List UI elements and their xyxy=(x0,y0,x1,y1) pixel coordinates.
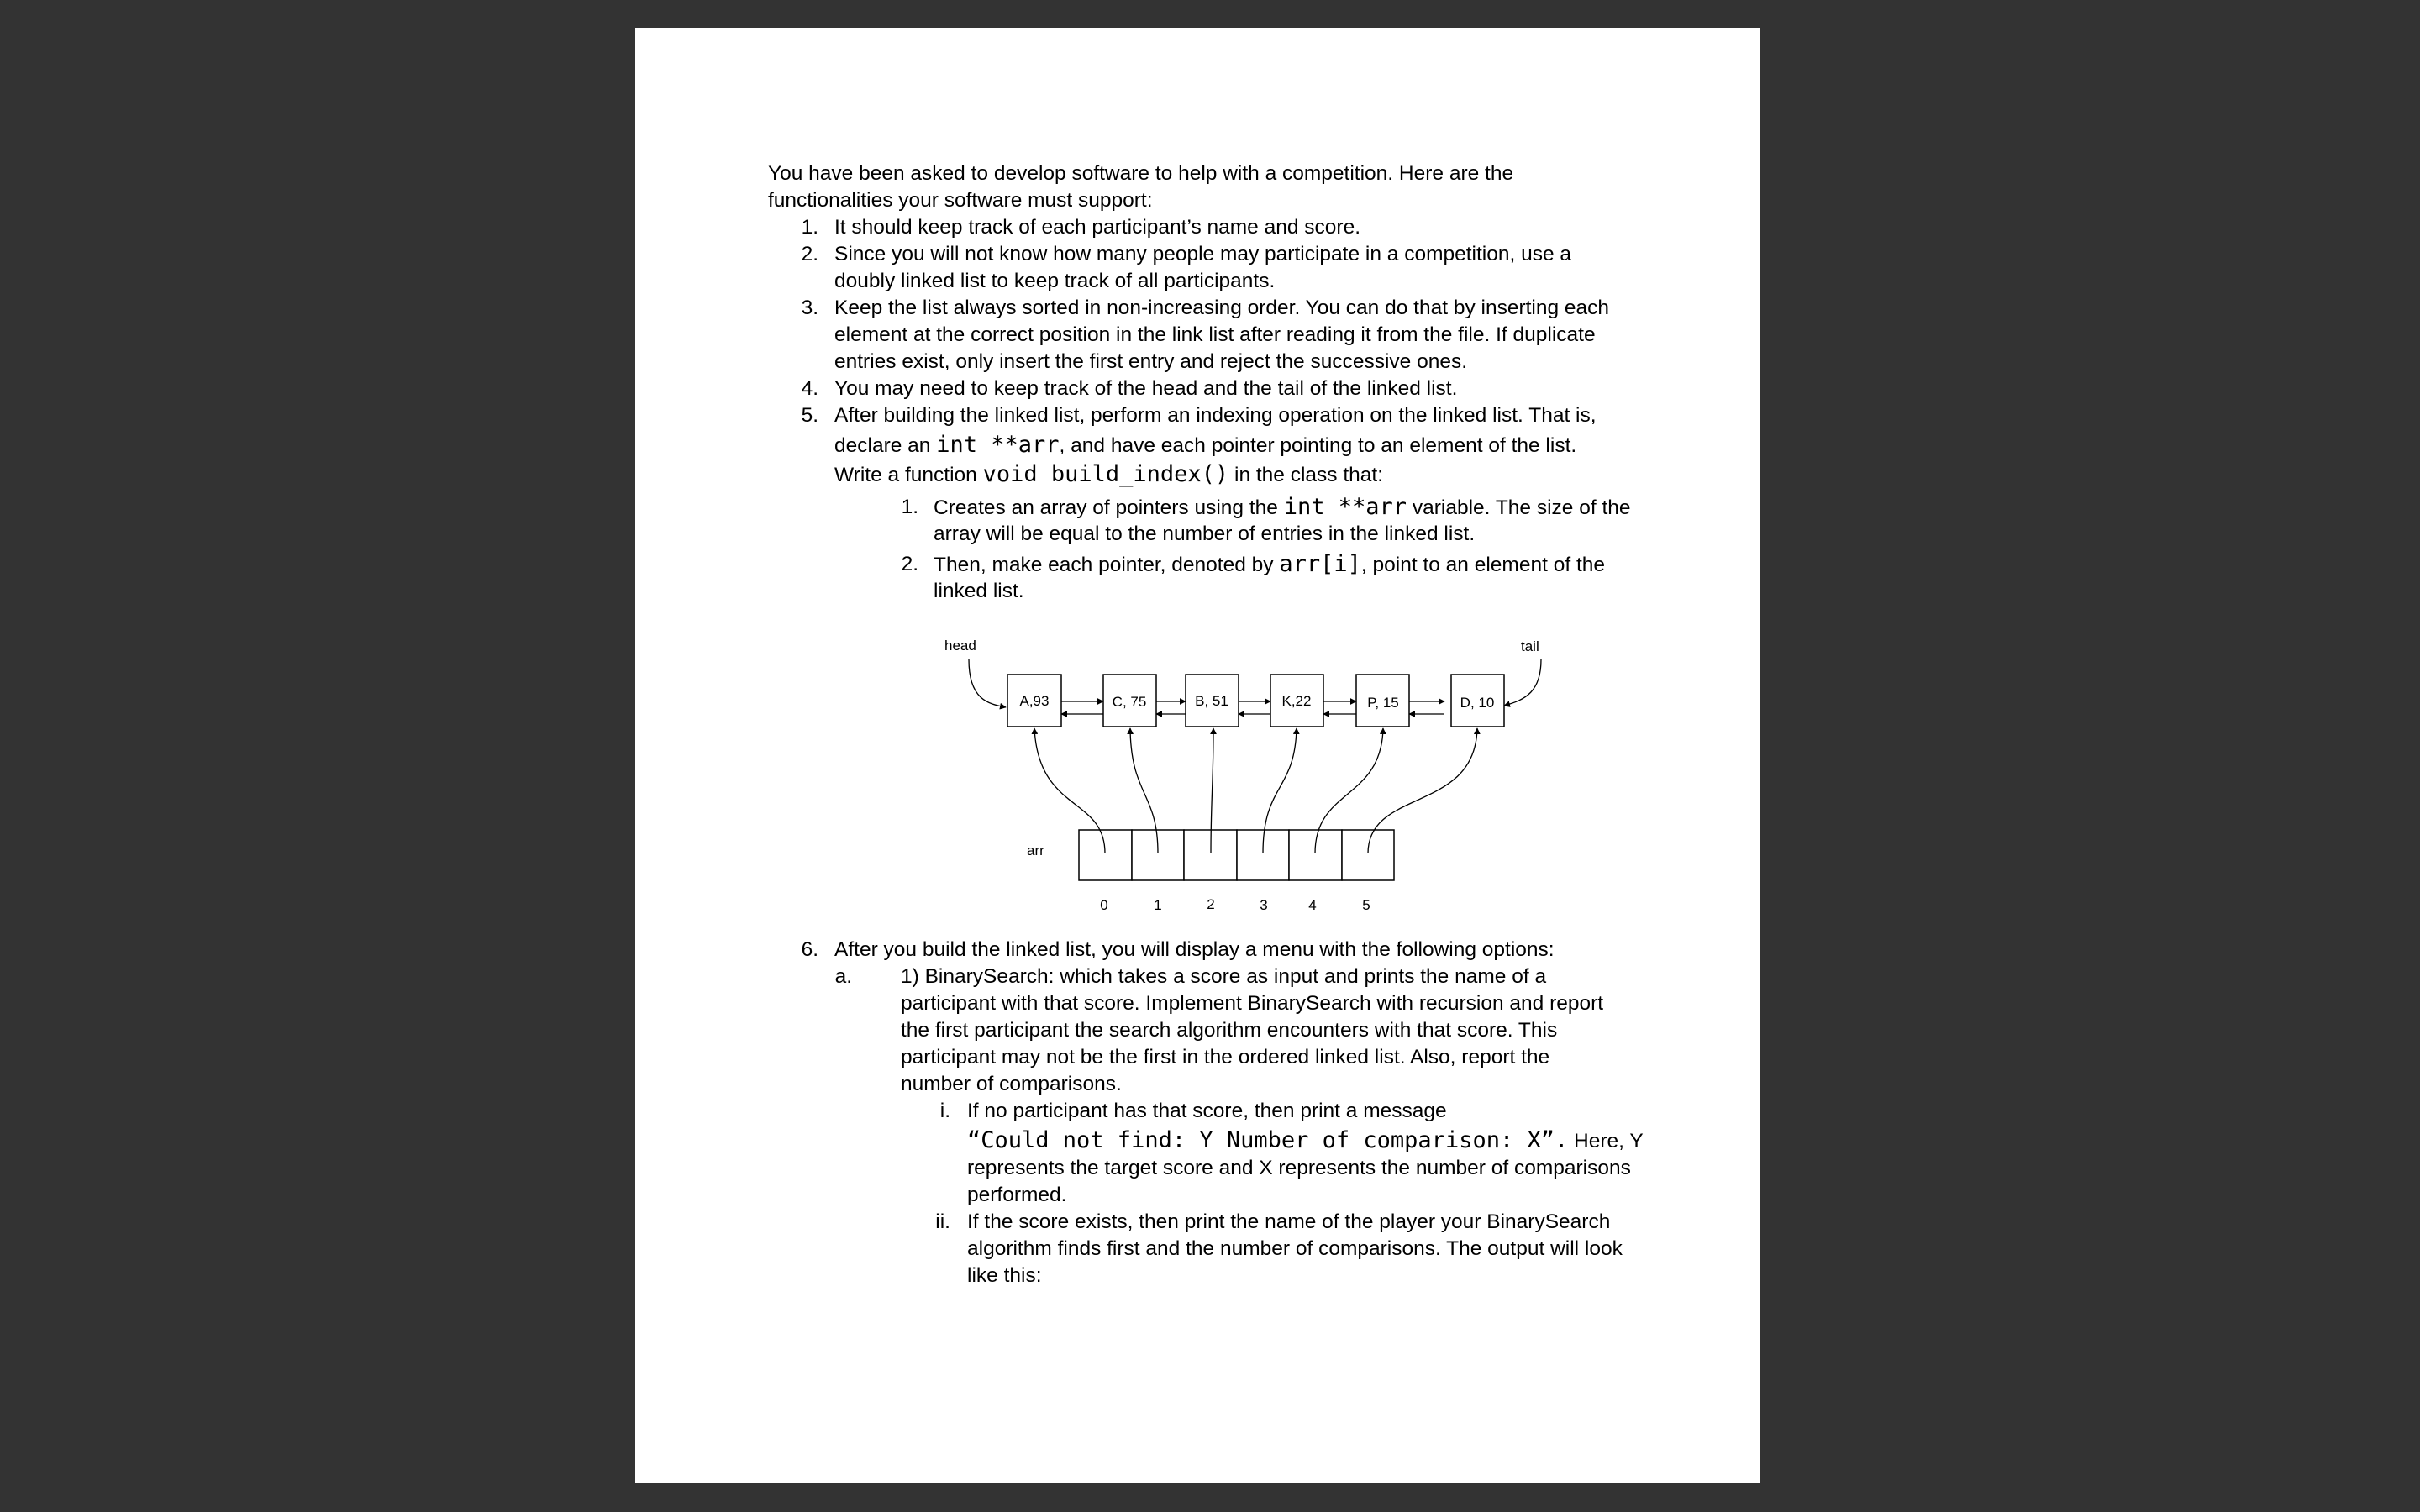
text-span: in the class that: xyxy=(1228,464,1384,486)
text-span: , and have each pointer pointing to an element of the list. xyxy=(1059,434,1577,457)
array-index: 0 xyxy=(1100,897,1108,913)
list-item-text: It should keep track of each participant’s name and score. xyxy=(834,216,1361,239)
list-item-text: doubly linked list to keep track of all participants. xyxy=(834,270,1276,292)
array-index: 3 xyxy=(1260,897,1268,913)
sublist-item-text: 1) BinarySearch: which takes a score as input and prints the name of a xyxy=(901,965,1547,988)
array-index: 1 xyxy=(1154,897,1162,913)
sublist-letter: a. xyxy=(834,965,852,988)
text-span: Creates an array of pointers using the xyxy=(934,496,1284,519)
node-label: D, 10 xyxy=(1460,695,1495,711)
intro-line-2: functionalities your software must support: xyxy=(768,189,1153,212)
text-span: , point to an element of the xyxy=(1360,554,1606,576)
array-index: 5 xyxy=(1362,897,1370,913)
subsublist-number: i. xyxy=(939,1100,950,1122)
code-span: void build_index() xyxy=(982,461,1229,487)
list-number: 4. xyxy=(801,377,818,400)
head-label: head xyxy=(944,638,976,654)
list-number: 3. xyxy=(801,297,818,319)
list-number: 1. xyxy=(801,216,818,239)
arr-label: arr xyxy=(1027,843,1044,858)
text-span: Here, Y xyxy=(1568,1130,1644,1152)
array-cell xyxy=(1342,830,1394,880)
array-index: 4 xyxy=(1308,897,1317,913)
tail-label: tail xyxy=(1521,638,1539,654)
subsublist-item-text: performed. xyxy=(967,1184,1067,1206)
node-label: C, 75 xyxy=(1112,694,1147,710)
text-span: declare an xyxy=(834,434,937,457)
array-index: 2 xyxy=(1207,896,1215,912)
list-number: 5. xyxy=(801,404,818,427)
linked-list-diagram xyxy=(635,28,1760,969)
subsublist-item-text: represents the target score and X represents the number of comparisons xyxy=(967,1157,1631,1179)
sublist-item-text: the first participant the search algorithm encounters with that score. This xyxy=(901,1019,1558,1042)
sublist-number: 1. xyxy=(901,496,918,518)
subsublist-item-text: If the score exists, then print the name of the player your BinarySearch xyxy=(967,1210,1611,1233)
array-cell xyxy=(1237,830,1289,880)
head-pointer xyxy=(969,659,1006,707)
subsublist-item-text xyxy=(967,1127,1644,1155)
array-cell xyxy=(1132,830,1184,880)
tail-pointer xyxy=(1504,659,1541,706)
code-span: arr[i] xyxy=(1279,551,1361,577)
subsublist-number: ii. xyxy=(935,1210,950,1233)
array-cell xyxy=(1079,830,1132,880)
text-span: Then, make each pointer, denoted by xyxy=(934,554,1280,576)
list-number: 6. xyxy=(801,938,818,961)
document-page xyxy=(635,28,1760,1483)
subsublist-item-text: If no participant has that score, then print a message xyxy=(967,1100,1447,1122)
subsublist-item-text: like this: xyxy=(967,1264,1042,1287)
text-span: Write a function xyxy=(834,464,983,486)
list-item-text: You may need to keep track of the head and the tail of the linked list. xyxy=(834,377,1458,400)
text-span: variable. The size of the xyxy=(1407,496,1631,519)
sublist-item-text: linked list. xyxy=(934,580,1024,602)
subsublist-item-text: algorithm finds first and the number of comparisons. The output will look xyxy=(967,1237,1623,1260)
list-item-text: After building the linked list, perform an indexing operation on the linked list. That is, xyxy=(834,404,1597,427)
node-label: B, 51 xyxy=(1195,693,1228,709)
node-label: K,22 xyxy=(1281,693,1312,709)
sublist-item-text: participant may not be the first in the ordered linked list. Also, report the xyxy=(901,1046,1550,1068)
list-item-text: element at the correct position in the link list after reading it from the file. If duplicate xyxy=(834,323,1596,346)
intro-line-1: You have been asked to develop software to help with a competition. Here are the xyxy=(768,162,1514,185)
code-span: “Could not find: Y Number of comparison: X”. xyxy=(967,1127,1569,1153)
sublist-number: 2. xyxy=(901,553,918,575)
list-item-text: After you build the linked list, you will display a menu with the following options: xyxy=(834,938,1555,961)
list-number: 2. xyxy=(801,243,818,265)
code-span: int **arr xyxy=(1283,494,1407,520)
array-cell xyxy=(1289,830,1342,880)
node-label: A,93 xyxy=(1019,693,1050,709)
sublist-item-text: array will be equal to the number of entries in the linked list. xyxy=(934,522,1476,545)
list-item-text: Since you will not know how many people may participate in a competition, use a xyxy=(834,243,1572,265)
sublist-item-text: participant with that score. Implement BinarySearch with recursion and report xyxy=(901,992,1604,1015)
sublist-item-text: number of comparisons. xyxy=(901,1073,1122,1095)
code-span: int **arr xyxy=(936,432,1060,458)
list-item-text: Keep the list always sorted in non-increasing order. You can do that by inserting each xyxy=(834,297,1610,319)
node-label: P, 15 xyxy=(1367,695,1399,711)
list-item-text: entries exist, only insert the first entry and reject the successive ones. xyxy=(834,350,1468,373)
